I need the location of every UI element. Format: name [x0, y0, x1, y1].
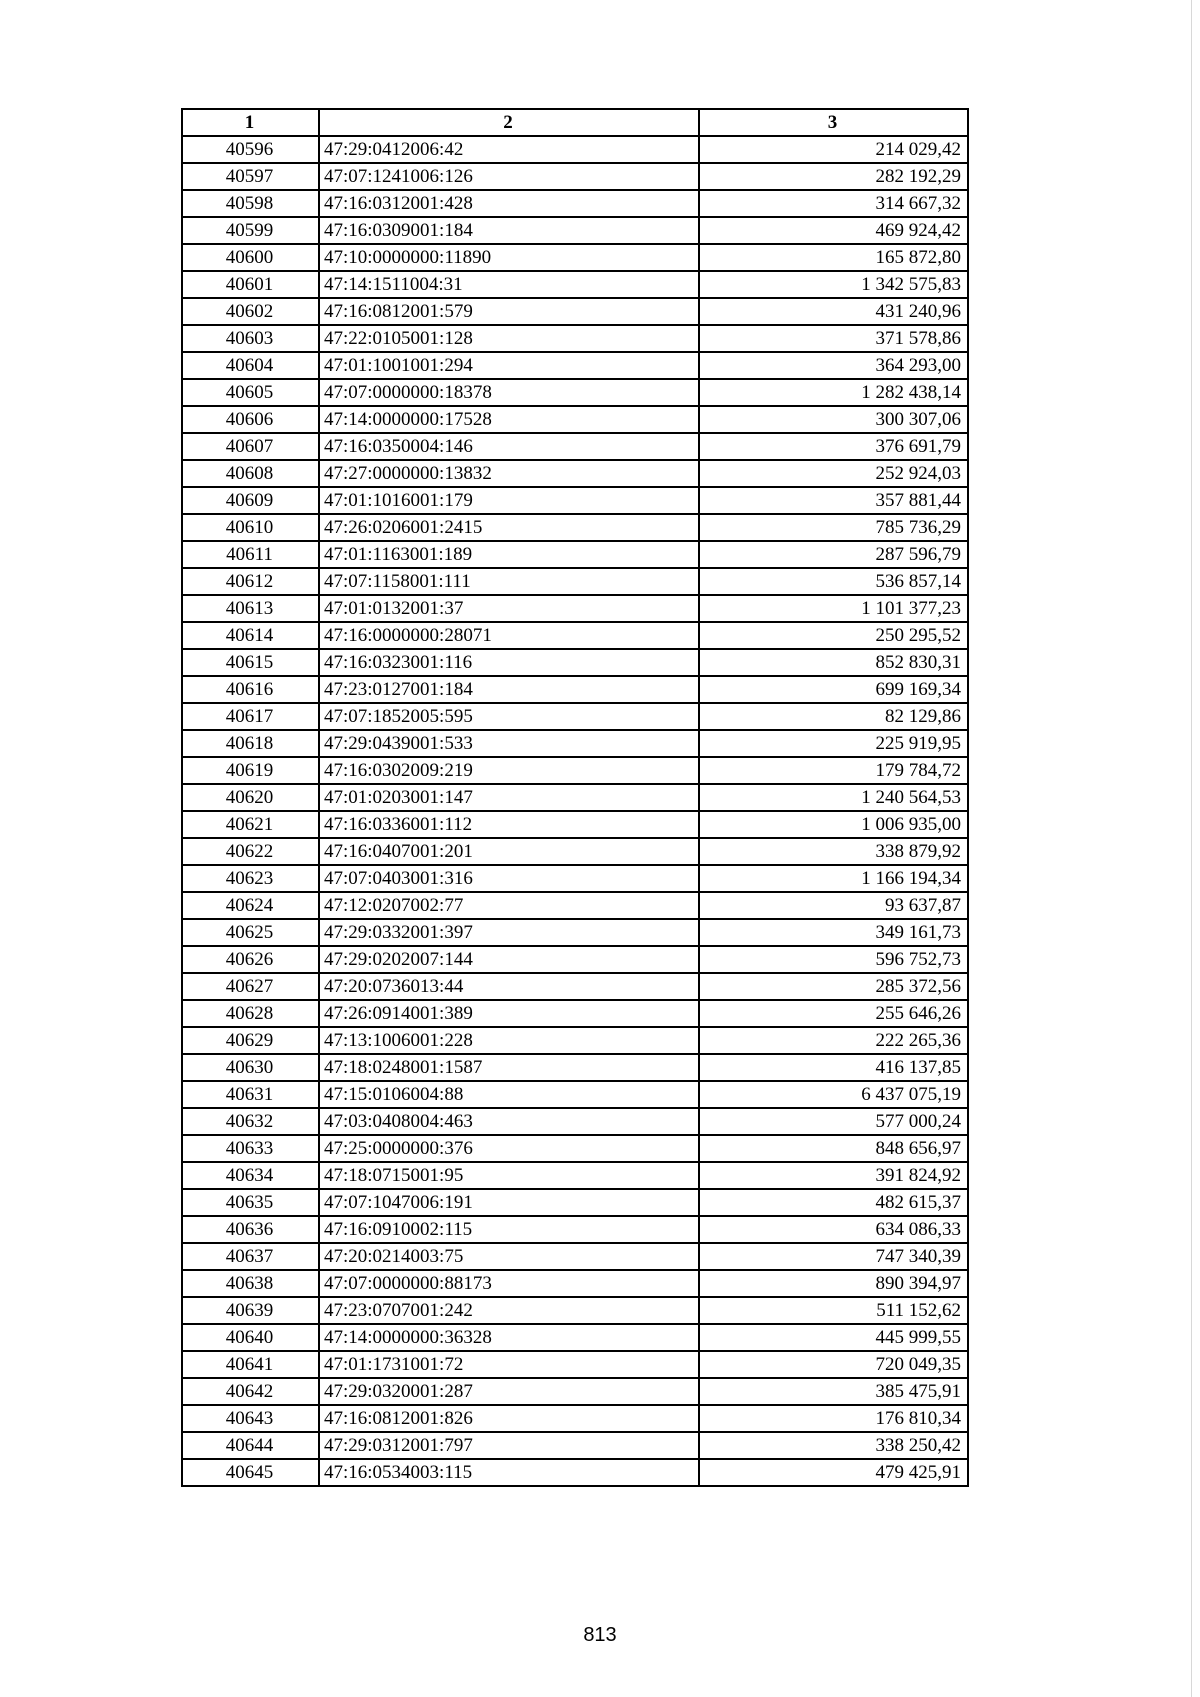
cadastral-number-cell: 47:14:0000000:17528: [319, 406, 699, 433]
row-number-cell: 40616: [182, 676, 319, 703]
cadastral-number-cell: 47:07:1158001:111: [319, 568, 699, 595]
header-col-3: 3: [699, 109, 968, 136]
value-cell: 287 596,79: [699, 541, 968, 568]
cadastral-number-cell: 47:29:0202007:144: [319, 946, 699, 973]
row-number-cell: 40628: [182, 1000, 319, 1027]
table-row: [182, 892, 968, 919]
cadastral-number-cell: 47:26:0914001:389: [319, 1000, 699, 1027]
table-row: [182, 1081, 968, 1108]
value-cell: 349 161,73: [699, 919, 968, 946]
value-cell: 747 340,39: [699, 1243, 968, 1270]
value-cell: 634 086,33: [699, 1216, 968, 1243]
table-row: [182, 1432, 968, 1459]
cadastral-number-cell: 47:16:0910002:115: [319, 1216, 699, 1243]
value-cell: 890 394,97: [699, 1270, 968, 1297]
cadastral-number-cell: 47:23:0127001:184: [319, 676, 699, 703]
value-cell: 1 240 564,53: [699, 784, 968, 811]
cadastral-number-cell: 47:18:0715001:95: [319, 1162, 699, 1189]
table-row: [182, 919, 968, 946]
row-number-cell: 40612: [182, 568, 319, 595]
row-number-cell: 40624: [182, 892, 319, 919]
cadastral-number-cell: 47:22:0105001:128: [319, 325, 699, 352]
value-cell: 596 752,73: [699, 946, 968, 973]
value-cell: 511 152,62: [699, 1297, 968, 1324]
table-row: [182, 1108, 968, 1135]
table-row: [182, 568, 968, 595]
value-cell: 214 029,42: [699, 136, 968, 163]
value-cell: 1 006 935,00: [699, 811, 968, 838]
cadastral-number-cell: 47:18:0248001:1587: [319, 1054, 699, 1081]
row-number-cell: 40598: [182, 190, 319, 217]
table-row: [182, 217, 968, 244]
value-cell: 1 342 575,83: [699, 271, 968, 298]
row-number-cell: 40632: [182, 1108, 319, 1135]
cadastral-number-cell: 47:01:1001001:294: [319, 352, 699, 379]
table-row: [182, 649, 968, 676]
value-cell: 225 919,95: [699, 730, 968, 757]
table-row: [182, 1405, 968, 1432]
cadastral-number-cell: 47:15:0106004:88: [319, 1081, 699, 1108]
value-cell: 165 872,80: [699, 244, 968, 271]
table-row: [182, 406, 968, 433]
cadastral-number-cell: 47:16:0350004:146: [319, 433, 699, 460]
row-number-cell: 40643: [182, 1405, 319, 1432]
table-row: [182, 244, 968, 271]
row-number-cell: 40633: [182, 1135, 319, 1162]
table-row: [182, 1243, 968, 1270]
value-cell: 357 881,44: [699, 487, 968, 514]
row-number-cell: 40635: [182, 1189, 319, 1216]
row-number-cell: 40627: [182, 973, 319, 1000]
value-cell: 6 437 075,19: [699, 1081, 968, 1108]
cadastral-number-cell: 47:07:1047006:191: [319, 1189, 699, 1216]
cadastral-number-cell: 47:20:0214003:75: [319, 1243, 699, 1270]
value-cell: 282 192,29: [699, 163, 968, 190]
row-number-cell: 40631: [182, 1081, 319, 1108]
value-cell: 285 372,56: [699, 973, 968, 1000]
row-number-cell: 40645: [182, 1459, 319, 1486]
row-number-cell: 40637: [182, 1243, 319, 1270]
table-row: [182, 1135, 968, 1162]
value-cell: 252 924,03: [699, 460, 968, 487]
table-row: [182, 811, 968, 838]
value-cell: 479 425,91: [699, 1459, 968, 1486]
cadastral-number-cell: 47:23:0707001:242: [319, 1297, 699, 1324]
value-cell: 1 282 438,14: [699, 379, 968, 406]
table-row: [182, 433, 968, 460]
table-row: [182, 1000, 968, 1027]
table-row: [182, 784, 968, 811]
cadastral-number-cell: 47:16:0309001:184: [319, 217, 699, 244]
cadastral-number-cell: 47:25:0000000:376: [319, 1135, 699, 1162]
row-number-cell: 40597: [182, 163, 319, 190]
cadastral-number-cell: 47:01:0203001:147: [319, 784, 699, 811]
table-row: [182, 730, 968, 757]
value-cell: 364 293,00: [699, 352, 968, 379]
value-cell: 314 667,32: [699, 190, 968, 217]
table-row: [182, 946, 968, 973]
table-row: [182, 1216, 968, 1243]
value-cell: 93 637,87: [699, 892, 968, 919]
value-cell: 445 999,55: [699, 1324, 968, 1351]
page-number: 813: [583, 1624, 617, 1646]
value-cell: 577 000,24: [699, 1108, 968, 1135]
table-row: [182, 1459, 968, 1486]
row-number-cell: 40618: [182, 730, 319, 757]
row-number-cell: 40601: [182, 271, 319, 298]
table-row: [182, 514, 968, 541]
cadastral-number-cell: 47:16:0323001:116: [319, 649, 699, 676]
cadastral-number-cell: 47:07:0000000:88173: [319, 1270, 699, 1297]
registry-table: [181, 108, 969, 1487]
table-row: [182, 271, 968, 298]
header-col-2: 2: [319, 109, 699, 136]
cadastral-number-cell: 47:26:0206001:2415: [319, 514, 699, 541]
row-number-cell: 40617: [182, 703, 319, 730]
row-number-cell: 40642: [182, 1378, 319, 1405]
cadastral-number-cell: 47:07:1241006:126: [319, 163, 699, 190]
cadastral-number-cell: 47:13:1006001:228: [319, 1027, 699, 1054]
row-number-cell: 40636: [182, 1216, 319, 1243]
row-number-cell: 40638: [182, 1270, 319, 1297]
page-edge-line: [1191, 0, 1192, 1697]
row-number-cell: 40608: [182, 460, 319, 487]
table-row: [182, 136, 968, 163]
value-cell: 1 101 377,23: [699, 595, 968, 622]
row-number-cell: 40620: [182, 784, 319, 811]
table-row: [182, 1162, 968, 1189]
table-row: [182, 190, 968, 217]
value-cell: 785 736,29: [699, 514, 968, 541]
value-cell: 852 830,31: [699, 649, 968, 676]
value-cell: 176 810,34: [699, 1405, 968, 1432]
table-row: [182, 838, 968, 865]
row-number-cell: 40621: [182, 811, 319, 838]
cadastral-number-cell: 47:14:1511004:31: [319, 271, 699, 298]
table-row: [182, 325, 968, 352]
row-number-cell: 40629: [182, 1027, 319, 1054]
value-cell: 416 137,85: [699, 1054, 968, 1081]
table-row: [182, 352, 968, 379]
cadastral-number-cell: 47:16:0812001:826: [319, 1405, 699, 1432]
value-cell: 338 879,92: [699, 838, 968, 865]
row-number-cell: 40623: [182, 865, 319, 892]
row-number-cell: 40613: [182, 595, 319, 622]
value-cell: 1 166 194,34: [699, 865, 968, 892]
row-number-cell: 40603: [182, 325, 319, 352]
row-number-cell: 40604: [182, 352, 319, 379]
table-header: [182, 109, 968, 136]
table-row: [182, 1351, 968, 1378]
table-row: [182, 379, 968, 406]
cadastral-number-cell: 47:16:0336001:112: [319, 811, 699, 838]
row-number-cell: 40625: [182, 919, 319, 946]
value-cell: 371 578,86: [699, 325, 968, 352]
value-cell: 376 691,79: [699, 433, 968, 460]
value-cell: 469 924,42: [699, 217, 968, 244]
cadastral-number-cell: 47:29:0312001:797: [319, 1432, 699, 1459]
row-number-cell: 40622: [182, 838, 319, 865]
row-number-cell: 40596: [182, 136, 319, 163]
value-cell: 848 656,97: [699, 1135, 968, 1162]
table-row: [182, 757, 968, 784]
row-number-cell: 40600: [182, 244, 319, 271]
cadastral-number-cell: 47:16:0302009:219: [319, 757, 699, 784]
cadastral-number-cell: 47:29:0332001:397: [319, 919, 699, 946]
row-number-cell: 40611: [182, 541, 319, 568]
row-number-cell: 40630: [182, 1054, 319, 1081]
cadastral-number-cell: 47:07:0000000:18378: [319, 379, 699, 406]
cadastral-number-cell: 47:16:0534003:115: [319, 1459, 699, 1486]
cadastral-number-cell: 47:16:0812001:579: [319, 298, 699, 325]
table-row: [182, 595, 968, 622]
row-number-cell: 40610: [182, 514, 319, 541]
row-number-cell: 40602: [182, 298, 319, 325]
cadastral-number-cell: 47:14:0000000:36328: [319, 1324, 699, 1351]
table-row: [182, 460, 968, 487]
value-cell: 431 240,96: [699, 298, 968, 325]
cadastral-number-cell: 47:03:0408004:463: [319, 1108, 699, 1135]
table-row: [182, 163, 968, 190]
value-cell: 179 784,72: [699, 757, 968, 784]
cadastral-number-cell: 47:16:0407001:201: [319, 838, 699, 865]
table-row: [182, 298, 968, 325]
value-cell: 536 857,14: [699, 568, 968, 595]
value-cell: 250 295,52: [699, 622, 968, 649]
value-cell: 720 049,35: [699, 1351, 968, 1378]
row-number-cell: 40619: [182, 757, 319, 784]
table-row: [182, 1378, 968, 1405]
cadastral-number-cell: 47:01:1016001:179: [319, 487, 699, 514]
cadastral-number-cell: 47:16:0000000:28071: [319, 622, 699, 649]
row-number-cell: 40634: [182, 1162, 319, 1189]
table-row: [182, 1324, 968, 1351]
row-number-cell: 40639: [182, 1297, 319, 1324]
table-row: [182, 1270, 968, 1297]
value-cell: 255 646,26: [699, 1000, 968, 1027]
cadastral-number-cell: 47:20:0736013:44: [319, 973, 699, 1000]
row-number-cell: 40614: [182, 622, 319, 649]
table-row: [182, 541, 968, 568]
row-number-cell: 40615: [182, 649, 319, 676]
row-number-cell: 40607: [182, 433, 319, 460]
table-row: [182, 487, 968, 514]
value-cell: 391 824,92: [699, 1162, 968, 1189]
table-body: [182, 136, 968, 1486]
row-number-cell: 40641: [182, 1351, 319, 1378]
row-number-cell: 40644: [182, 1432, 319, 1459]
header-col-1: 1: [182, 109, 319, 136]
row-number-cell: 40606: [182, 406, 319, 433]
table-row: [182, 622, 968, 649]
value-cell: 699 169,34: [699, 676, 968, 703]
cadastral-number-cell: 47:29:0439001:533: [319, 730, 699, 757]
table-row: [182, 865, 968, 892]
table-row: [182, 703, 968, 730]
value-cell: 222 265,36: [699, 1027, 968, 1054]
cadastral-number-cell: 47:07:0403001:316: [319, 865, 699, 892]
table-row: [182, 1297, 968, 1324]
value-cell: 82 129,86: [699, 703, 968, 730]
table-row: [182, 973, 968, 1000]
row-number-cell: 40605: [182, 379, 319, 406]
table-row: [182, 676, 968, 703]
cadastral-number-cell: 47:01:0132001:37: [319, 595, 699, 622]
cadastral-number-cell: 47:01:1731001:72: [319, 1351, 699, 1378]
cadastral-number-cell: 47:01:1163001:189: [319, 541, 699, 568]
cadastral-number-cell: 47:16:0312001:428: [319, 190, 699, 217]
cadastral-number-cell: 47:29:0412006:42: [319, 136, 699, 163]
table-row: [182, 1054, 968, 1081]
row-number-cell: 40640: [182, 1324, 319, 1351]
table-row: [182, 1189, 968, 1216]
value-cell: 482 615,37: [699, 1189, 968, 1216]
cadastral-number-cell: 47:12:0207002:77: [319, 892, 699, 919]
cadastral-number-cell: 47:07:1852005:595: [319, 703, 699, 730]
table-row: [182, 1027, 968, 1054]
value-cell: 300 307,06: [699, 406, 968, 433]
cadastral-number-cell: 47:29:0320001:287: [319, 1378, 699, 1405]
value-cell: 385 475,91: [699, 1378, 968, 1405]
row-number-cell: 40609: [182, 487, 319, 514]
cadastral-number-cell: 47:27:0000000:13832: [319, 460, 699, 487]
value-cell: 338 250,42: [699, 1432, 968, 1459]
row-number-cell: 40626: [182, 946, 319, 973]
cadastral-number-cell: 47:10:0000000:11890: [319, 244, 699, 271]
header-row: [182, 109, 968, 136]
row-number-cell: 40599: [182, 217, 319, 244]
